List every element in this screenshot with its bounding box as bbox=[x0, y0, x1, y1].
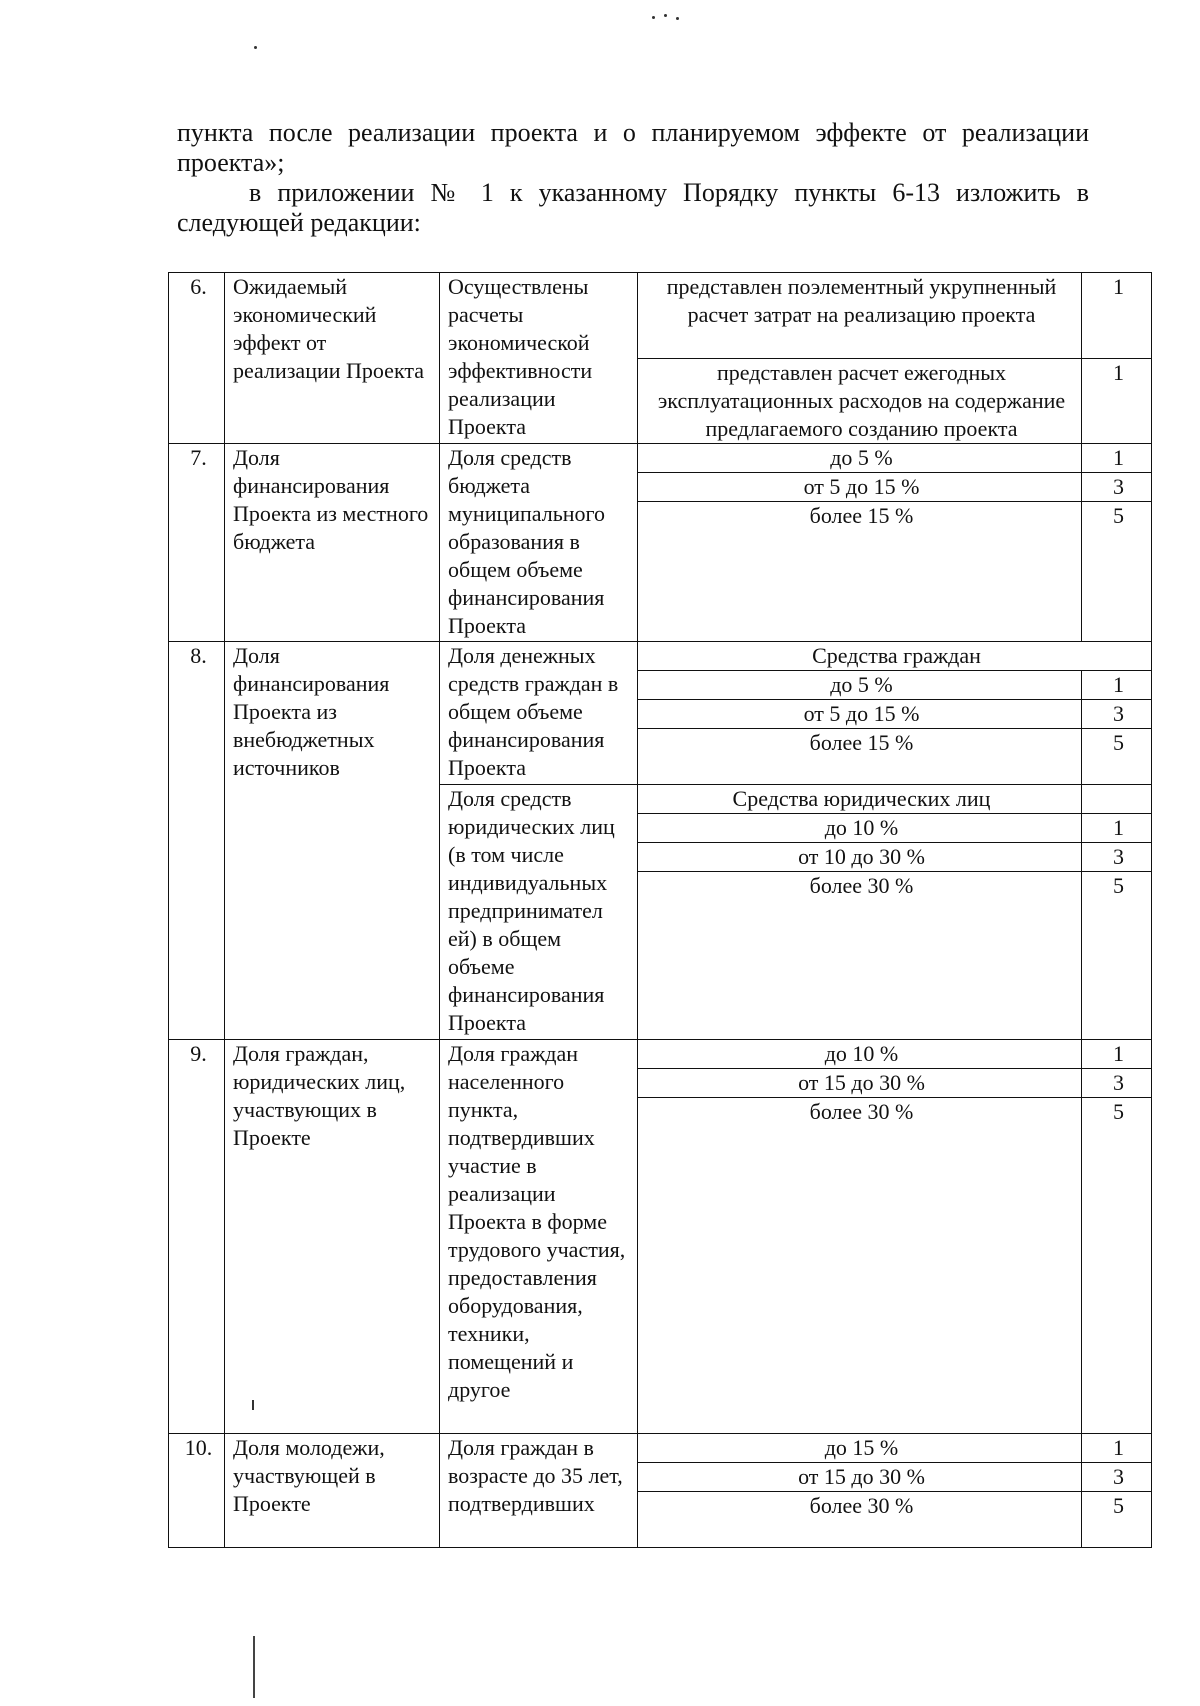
scan-speck bbox=[652, 16, 655, 19]
option-cell: более 15 % bbox=[638, 502, 1082, 642]
points-cell: 1 bbox=[1082, 671, 1152, 700]
table-row bbox=[169, 1040, 1152, 1069]
table-row bbox=[169, 273, 1152, 359]
points-cell: 3 bbox=[1082, 473, 1152, 502]
indicator-cell: Доля средств бюджета муниципального образования в общем объеме финансирования Проекта bbox=[440, 444, 638, 642]
option-cell: от 5 до 15 % bbox=[638, 473, 1082, 502]
points-cell: 5 bbox=[1082, 1492, 1152, 1548]
points-cell: 5 bbox=[1082, 1098, 1152, 1434]
points-cell: 1 bbox=[1082, 273, 1152, 359]
scan-speck bbox=[664, 14, 667, 17]
scan-speck bbox=[252, 1400, 254, 1410]
indicator-cell: Доля средств юридических лиц (в том числе индивидуальных предпринимател ей) в общем объеме финансирования Проекта bbox=[440, 785, 638, 1040]
option-cell: от 15 до 30 % bbox=[638, 1463, 1082, 1492]
points-cell: 1 bbox=[1082, 1434, 1152, 1463]
criterion-cell: Доля финансирования Проекта из внебюджетных источников bbox=[225, 642, 440, 1040]
intro-paragraph-2: в приложении № 1 к указанному Порядку пункты 6-13 изложить в следующей редакции: bbox=[177, 178, 1089, 237]
criterion-cell: Доля финансирования Проекта из местного бюджета bbox=[225, 444, 440, 642]
criterion-cell: Ожидаемый экономический эффект от реализации Проекта bbox=[225, 273, 440, 444]
option-cell: более 30 % bbox=[638, 1098, 1082, 1434]
points-cell: 3 bbox=[1082, 1463, 1152, 1492]
intro-text bbox=[177, 118, 1089, 238]
intro-paragraph-1: пункта после реализации проекта и о планируемом эффекте от реализации проекта»; bbox=[177, 118, 1089, 177]
row-number: 7. bbox=[169, 444, 225, 642]
table-row bbox=[169, 444, 1152, 473]
points-cell: 1 bbox=[1082, 359, 1152, 444]
row-number: 9. bbox=[169, 1040, 225, 1434]
indicator-cell: Доля граждан населенного пункта, подтвердивших участие в реализации Проекта в форме трудового участия, предоставления оборудования, техники, помещений и другое bbox=[440, 1040, 638, 1434]
table-row bbox=[169, 642, 1152, 671]
subheader-cell: Средства граждан bbox=[638, 642, 1152, 671]
points-cell: 5 bbox=[1082, 502, 1152, 642]
option-cell: от 5 до 15 % bbox=[638, 700, 1082, 729]
points-cell: 1 bbox=[1082, 1040, 1152, 1069]
option-cell: до 5 % bbox=[638, 444, 1082, 473]
indicator-cell: Осуществлены расчеты экономической эффективности реализации Проекта bbox=[440, 273, 638, 444]
points-cell: 1 bbox=[1082, 444, 1152, 473]
points-cell: 3 bbox=[1082, 843, 1152, 872]
option-cell: от 10 до 30 % bbox=[638, 843, 1082, 872]
option-cell: представлен расчет ежегодных эксплуатационных расходов на содержание предлагаемого созданию проекта bbox=[638, 359, 1082, 444]
option-cell: до 10 % bbox=[638, 1040, 1082, 1069]
criteria-table bbox=[168, 272, 1152, 1548]
option-cell: до 10 % bbox=[638, 814, 1082, 843]
option-cell: представлен поэлементный укрупненный расчет затрат на реализацию проекта bbox=[638, 273, 1082, 359]
row-number: 10. bbox=[169, 1434, 225, 1548]
points-cell: 3 bbox=[1082, 1069, 1152, 1098]
row-number: 8. bbox=[169, 642, 225, 1040]
option-cell: до 15 % bbox=[638, 1434, 1082, 1463]
option-cell: до 5 % bbox=[638, 671, 1082, 700]
option-cell: более 15 % bbox=[638, 729, 1082, 785]
row-number: 6. bbox=[169, 273, 225, 444]
scan-speck bbox=[254, 46, 257, 49]
criterion-cell: Доля молодежи, участвующей в Проекте bbox=[225, 1434, 440, 1548]
points-cell: 5 bbox=[1082, 872, 1152, 1040]
option-cell: более 30 % bbox=[638, 1492, 1082, 1548]
indicator-cell: Доля денежных средств граждан в общем объеме финансирования Проекта bbox=[440, 642, 638, 785]
empty-points-cell bbox=[1082, 785, 1152, 814]
option-cell: от 15 до 30 % bbox=[638, 1069, 1082, 1098]
table-row bbox=[169, 1434, 1152, 1463]
option-cell: более 30 % bbox=[638, 872, 1082, 1040]
points-cell: 1 bbox=[1082, 814, 1152, 843]
points-cell: 5 bbox=[1082, 729, 1152, 785]
scan-artifact-line bbox=[253, 1636, 255, 1698]
indicator-cell: Доля граждан в возрасте до 35 лет, подтвердивших bbox=[440, 1434, 638, 1548]
subheader-cell: Средства юридических лиц bbox=[638, 785, 1082, 814]
scan-speck bbox=[676, 17, 679, 20]
points-cell: 3 bbox=[1082, 700, 1152, 729]
criterion-cell: Доля граждан, юридических лиц, участвующих в Проекте bbox=[225, 1040, 440, 1434]
